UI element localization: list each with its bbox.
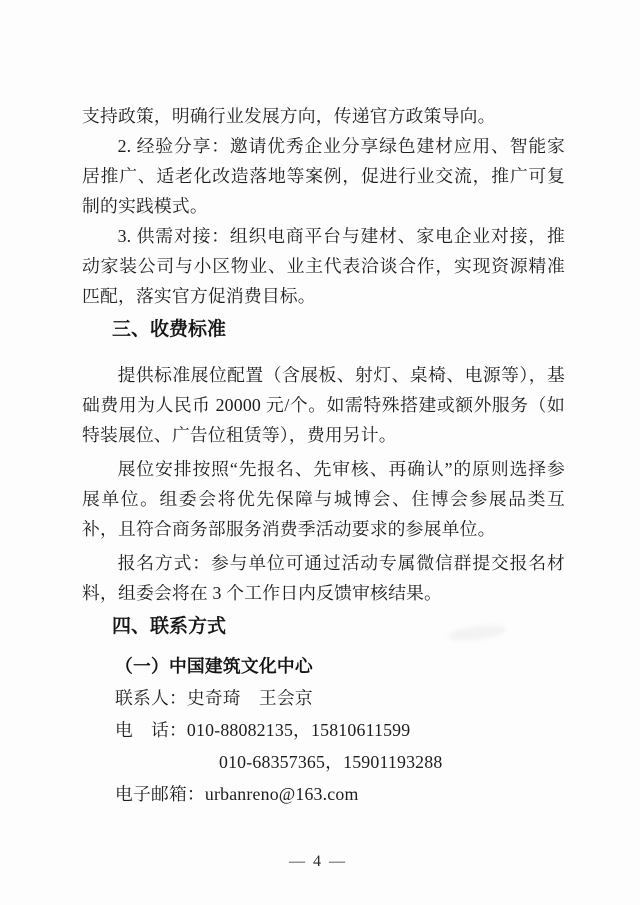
contact-phone-line-1: 电 话：010-88082135，15810611599: [115, 720, 411, 740]
fees-paragraph-booth-config: 提供标准展位配置（含展板、射灯、桌椅、电源等），基础费用为人民币 20000 元/个。如需特殊搭建或额外服务（如特装展位、广告位租赁等），费用另计。: [82, 365, 565, 445]
contact-phone-line-2: 010-68357365，15901193288: [219, 752, 443, 772]
fees-paragraph-registration: 报名方式：参与单位可通过活动专属微信群提交报名材料，组委会将在 3 个工作日内反馈审核结果。: [82, 553, 565, 603]
list-item-supply-demand: 3. 供需对接：组织电商平台与建材、家电企业对接，推动家装公司与小区物业、业主代表洽谈合作，实现资源精准匹配，落实官方促消费目标。: [82, 226, 565, 306]
contact-block-org1: [82, 650, 565, 810]
page-content: [82, 101, 565, 810]
section-heading-fees: 三、收费标准: [112, 319, 227, 340]
contact-person-line: 联系人：史奇琦 王会京: [115, 688, 313, 708]
section-heading-contacts: 四、联系方式: [112, 616, 227, 637]
list-item-experience-sharing: 2. 经验分享：邀请优秀企业分享绿色建材应用、智能家居推广、适老化改造落地等案例，促进行业交流，推广可复制的实践模式。: [82, 136, 565, 216]
fees-paragraph-booth-arrangement: 展位安排按照“先报名、先审核、再确认”的原则选择参展单位。组委会将优先保障与城博会、住博会参展品类互补，且符合商务部服务消费季活动要求的参展单位。: [82, 459, 565, 539]
contact-email-line: 电子邮箱：urbanreno@163.com: [115, 784, 359, 804]
page-number: — 4 —: [289, 853, 347, 870]
contact-org-name: （一）中国建筑文化中心: [115, 656, 313, 676]
paragraph-continuation: 支持政策，明确行业发展方向，传递官方政策导向。: [82, 106, 496, 126]
